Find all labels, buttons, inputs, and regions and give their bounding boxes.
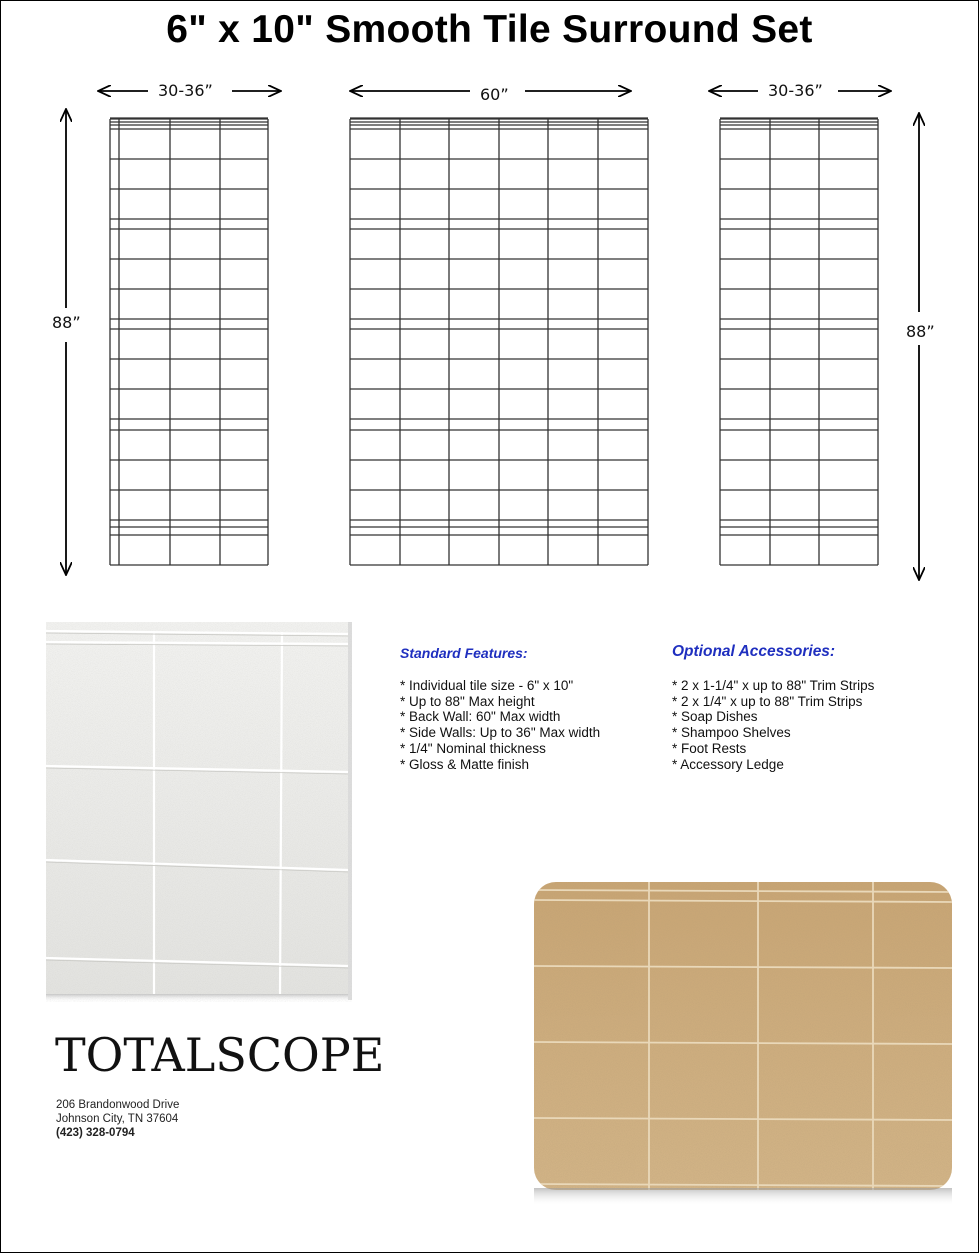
tan-tile-swatch (532, 882, 954, 1208)
right-width-label: 30-36” (768, 81, 823, 100)
optional-accessories-list (672, 678, 874, 772)
list-item: * Accessory Ledge (672, 757, 874, 773)
list-item: * Side Walls: Up to 36" Max width (400, 725, 600, 741)
list-item: * 1/4" Nominal thickness (400, 741, 600, 757)
left-height-label: 88” (52, 313, 81, 332)
company-logo-text: TOTALSCOPE (55, 1028, 385, 1082)
list-item: * 2 x 1-1/4" x up to 88" Trim Strips (672, 678, 874, 694)
back-wall-panel (348, 117, 650, 569)
address-line-2: Johnson City, TN 37604 (56, 1113, 179, 1125)
back-width-label: 60” (480, 85, 509, 104)
list-item: * Shampoo Shelves (672, 725, 874, 741)
page-title: 6" x 10" Smooth Tile Surround Set (166, 8, 813, 51)
list-item: * Foot Rests (672, 741, 874, 757)
company-logo (55, 1028, 384, 1082)
optional-accessories-heading: Optional Accessories: (672, 643, 836, 660)
right-wall-panel (718, 117, 882, 569)
list-item: * Soap Dishes (672, 709, 874, 725)
company-address (56, 1098, 179, 1140)
white-tile-swatch (46, 622, 352, 1002)
list-item: * Up to 88" Max height (400, 694, 600, 710)
list-item: * Individual tile size - 6" x 10" (400, 678, 600, 694)
address-line-1: 206 Brandonwood Drive (56, 1099, 180, 1111)
right-height-label: 88” (906, 322, 935, 341)
phone-number: (423) 328-0794 (56, 1127, 135, 1139)
list-item: * Back Wall: 60" Max width (400, 709, 600, 725)
standard-features-heading: Standard Features: (400, 645, 528, 661)
standard-features-list (400, 678, 600, 772)
left-wall-panel (108, 117, 272, 569)
list-item: * Gloss & Matte finish (400, 757, 600, 773)
list-item: * 2 x 1/4" x up to 88" Trim Strips (672, 694, 874, 710)
left-width-label: 30-36” (158, 81, 213, 100)
